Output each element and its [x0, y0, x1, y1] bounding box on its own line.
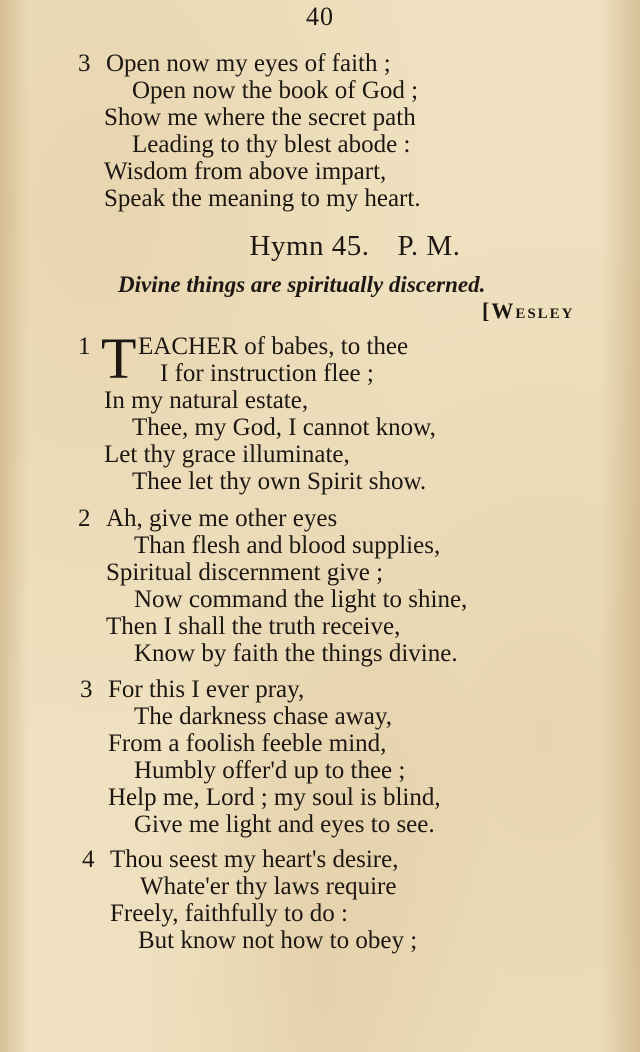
verse-line: Open now my eyes of faith ; [106, 50, 391, 77]
hymn-meter: P. M. [397, 230, 461, 262]
stanza-number: 1 [78, 333, 91, 360]
stanza-line: Than flesh and blood supplies, [134, 532, 441, 559]
stanza-line: EACHER of babes, to thee [138, 333, 409, 360]
verse-line: Open now the book of God ; [132, 77, 419, 104]
verse-number: 3 [78, 50, 91, 77]
verse-line: Wisdom from above impart, [104, 158, 387, 185]
verse-line: Show me where the secret path [104, 104, 416, 131]
hymn-number: Hymn 45. [249, 230, 370, 262]
verse-line: Leading to thy blest abode : [132, 131, 411, 158]
stanza-line: From a foolish feeble mind, [108, 730, 387, 757]
stanza-line: Thee let thy own Spirit show. [132, 468, 427, 495]
stanza-line: Spiritual discernment give ; [106, 559, 384, 586]
stanza-line: Freely, faithfully to do : [110, 900, 348, 927]
hymn-subtitle: Divine things are spiritually discerned. [118, 272, 486, 297]
stanza-line: Help me, Lord ; my soul is blind, [108, 784, 441, 811]
stanza-line: But know not how to obey ; [138, 927, 418, 954]
stanza-line: Now command the light to shine, [134, 586, 468, 613]
stanza-line: Know by faith the things divine. [134, 640, 458, 667]
stanza-line: The darkness chase away, [134, 703, 392, 730]
stanza-line: Then I shall the truth receive, [106, 613, 401, 640]
hymn-author: [Wesley [482, 298, 575, 323]
stanza-line: For this I ever pray, [108, 676, 305, 703]
stanza-line: Humbly offer'd up to thee ; [134, 757, 406, 784]
verse-line: Speak the meaning to my heart. [104, 185, 421, 212]
stanza-line: Ah, give me other eyes [106, 505, 338, 532]
stanza-line: Thee, my God, I cannot know, [132, 414, 436, 441]
stanza-line: I for instruction flee ; [160, 360, 374, 387]
page-number: 40 [306, 2, 334, 31]
hymn-title [0, 230, 640, 263]
stanza-line: In my natural estate, [104, 387, 309, 414]
stanza-line: Thou seest my heart's desire, [110, 846, 399, 873]
stanza-line: Give me light and eyes to see. [134, 811, 435, 838]
stanza-line: Whate'er thy laws require [140, 873, 397, 900]
stanza-number: 4 [82, 846, 95, 873]
stanza-line: Let thy grace illuminate, [104, 441, 350, 468]
stanza-number: 2 [78, 505, 91, 532]
drop-cap: T [101, 326, 137, 391]
stanza-number: 3 [80, 676, 93, 703]
